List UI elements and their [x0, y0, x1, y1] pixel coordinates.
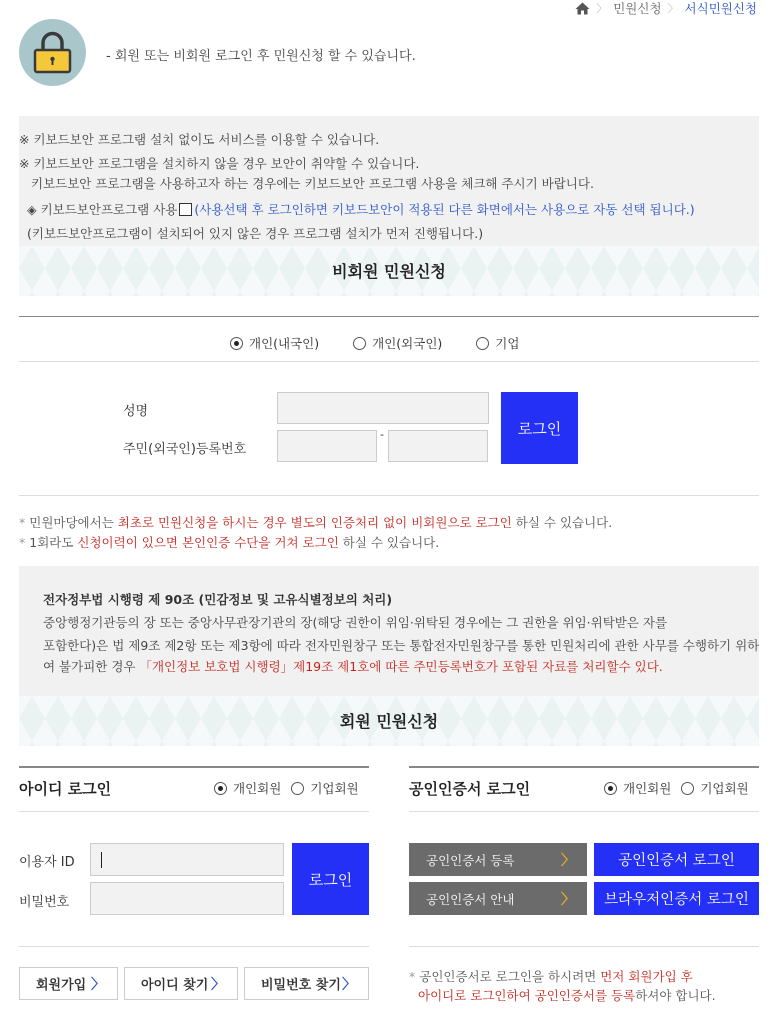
kb-install-note: (키보드보안프로그램이 설치되어 있지 않은 경우 프로그램 설치가 먼저 진행됩니다.) [27, 226, 484, 241]
legal-line-3 [43, 657, 663, 675]
name-input[interactable] [277, 392, 489, 424]
note-text: 하셔야 합니다. [635, 988, 716, 1003]
legal-line-2: 포함한다)은 법 제9조 제2항 또는 제3항에 따라 전자민원창구 또는 통합전자민원창구를 통한 민원처리에 관한 사무를 수행하기 위하 [43, 638, 760, 653]
divider [409, 766, 759, 768]
note-highlight: 아이디로 로그인하여 공인인증서를 등록 [418, 988, 636, 1003]
radio-cert-company[interactable] [681, 779, 748, 797]
radio-dot [230, 337, 243, 350]
note-first-time [19, 513, 612, 531]
user-id-input[interactable] [90, 843, 284, 876]
divider [19, 766, 369, 768]
find-password-button[interactable] [244, 967, 369, 1000]
cert-login-button[interactable]: 공인인증서 로그인 [594, 843, 759, 876]
lock-badge [19, 19, 86, 86]
kb-notice-2: ※ 키보드보안 프로그램을 설치하지 않을 경우 보안이 취약할 수 있습니다. [19, 156, 420, 171]
legal-notice-panel [19, 566, 759, 746]
member-banner [19, 696, 759, 746]
chevron-right-icon: 〉 [91, 976, 105, 993]
radio-label: 개인회원 [623, 781, 672, 796]
kb-notice-3: 키보드보안 프로그램을 사용하고자 하는 경우에는 키보드보안 프로그램 사용을 체크해 주시기 바랍니다. [31, 176, 594, 191]
cert-note-2 [418, 986, 716, 1004]
cert-guide-label: 공인인증서 안내 [426, 891, 515, 907]
name-label: 성명 [123, 404, 149, 419]
user-id-label: 이용자 ID [19, 855, 75, 870]
breadcrumb-item-minwon[interactable]: 민원신청 [613, 1, 662, 16]
radio-id-company[interactable] [291, 779, 358, 797]
divider [19, 946, 369, 947]
kb-notice-1: ※ 키보드보안 프로그램 설치 없이도 서비스를 이용할 수 있습니다. [19, 132, 380, 147]
browser-cert-login-button[interactable]: 브라우저인증서 로그인 [594, 882, 759, 915]
breadcrumb-item-current[interactable]: 서식민원신청 [684, 1, 757, 16]
legal-highlight: 「개인정보 보호법 시행령」제19조 제1호에 따른 주민등록번호가 포함된 자료를 처리할수 있다. [139, 659, 663, 674]
radio-id-personal[interactable] [214, 779, 281, 797]
nonmember-title: 비회원 민원신청 [332, 262, 446, 281]
radio-personal-domestic[interactable] [230, 334, 319, 352]
breadcrumb-separator-icon: 〉 [667, 2, 679, 15]
note-text: 하실 수 있습니다. [511, 515, 613, 530]
asterisk-icon: * [409, 969, 416, 984]
breadcrumb [575, 0, 757, 16]
cert-login-type-group [604, 779, 749, 797]
chevron-right-icon: 〉 [561, 891, 575, 908]
cert-note [409, 967, 693, 985]
join-button[interactable] [19, 967, 118, 1000]
breadcrumb-separator-icon: 〉 [596, 2, 608, 15]
lock-icon [19, 19, 86, 86]
chevron-right-icon: 〉 [342, 976, 356, 993]
note-text: 공인인증서로 로그인을 하시려면 [419, 969, 601, 984]
keyboard-security-panel [19, 116, 759, 296]
asterisk-icon: * [19, 535, 26, 550]
radio-personal-foreign[interactable] [353, 334, 442, 352]
note-highlight: 최초로 민원신청을 하시는 경우 별도의 인증처리 없이 비회원으로 로그인 [117, 515, 512, 530]
find-id-button[interactable] [124, 967, 238, 1000]
password-input[interactable] [90, 882, 284, 915]
id-login-type-group [214, 779, 359, 797]
find-password-label: 비밀번호 찾기 [261, 978, 341, 993]
radio-label: 기업 [495, 336, 520, 351]
radio-label: 개인회원 [233, 781, 282, 796]
member-title: 회원 민원신청 [339, 712, 439, 731]
asterisk-icon: * [19, 515, 26, 530]
divider [409, 946, 759, 947]
find-id-label: 아이디 찾기 [141, 978, 209, 993]
chevron-right-icon: 〉 [561, 852, 575, 869]
radio-dot [214, 782, 227, 795]
radio-label: 기업회원 [310, 781, 359, 796]
login-notice: - 회원 또는 비회원 로그인 후 민원신청 할 수 있습니다. [106, 49, 416, 64]
radio-label: 개인(외국인) [372, 336, 443, 351]
cert-register-button[interactable] [409, 843, 587, 876]
home-icon[interactable] [575, 2, 590, 15]
legal-line-1: 중앙행정기관등의 장 또는 중앙사무관장기관의 장(해당 권한이 위임·위탁된 경우에는 그 권한을 위임·위탁받은 자를 [43, 615, 668, 630]
kb-use-label: ◈ 키보드보안프로그램 사용 [27, 202, 178, 217]
rrn-front-input[interactable] [277, 430, 377, 462]
radio-label: 기업회원 [700, 781, 749, 796]
divider [19, 361, 759, 362]
cert-register-label: 공인인증서 등록 [426, 852, 515, 868]
radio-dot [604, 782, 617, 795]
radio-label: 개인(내국인) [249, 336, 320, 351]
rrn-separator: - [380, 428, 384, 441]
join-label: 회원가입 [36, 978, 87, 993]
cert-login-title: 공인인증서 로그인 [409, 780, 531, 798]
nonmember-login-button[interactable]: 로그인 [501, 392, 578, 464]
rrn-label: 주민(외국인)등록번호 [123, 442, 247, 457]
note-text: 민원마당에서는 [29, 515, 118, 530]
note-text: 하실 수 있습니다. [338, 535, 440, 550]
legal-title: 전자정부법 시행령 제 90조 (민감정보 및 고유식별정보의 처리) [43, 592, 393, 607]
note-history [19, 533, 439, 551]
radio-dot [353, 337, 366, 350]
cert-guide-button[interactable] [409, 882, 587, 915]
note-text: 1회라도 [29, 535, 78, 550]
radio-dot [681, 782, 694, 795]
radio-company[interactable] [476, 334, 519, 352]
kb-use-note: (사용선택 후 로그인하면 키보드보안이 적용된 다른 화면에서는 사용으로 자동 선택 됩니다.) [194, 202, 695, 217]
divider [19, 495, 759, 496]
kb-use-row [27, 200, 695, 218]
note-highlight: 먼저 회원가입 후 [600, 969, 693, 984]
divider [19, 316, 759, 317]
kb-use-checkbox[interactable] [179, 203, 192, 216]
nonmember-banner [19, 246, 759, 296]
legal-text: 여 불가피한 경우 [43, 659, 140, 674]
divider [409, 811, 759, 812]
password-label: 비밀번호 [19, 895, 70, 910]
divider [19, 811, 369, 812]
nonmember-type-group [230, 334, 519, 352]
radio-dot [476, 337, 489, 350]
text-cursor [101, 852, 102, 868]
id-login-button[interactable]: 로그인 [292, 843, 369, 915]
id-login-title: 아이디 로그인 [19, 780, 112, 798]
rrn-back-input[interactable] [388, 430, 488, 462]
radio-dot [291, 782, 304, 795]
radio-cert-personal[interactable] [604, 779, 671, 797]
chevron-right-icon: 〉 [211, 976, 225, 993]
note-highlight: 신청이력이 있으면 본인인증 수단을 거쳐 로그인 [77, 535, 339, 550]
